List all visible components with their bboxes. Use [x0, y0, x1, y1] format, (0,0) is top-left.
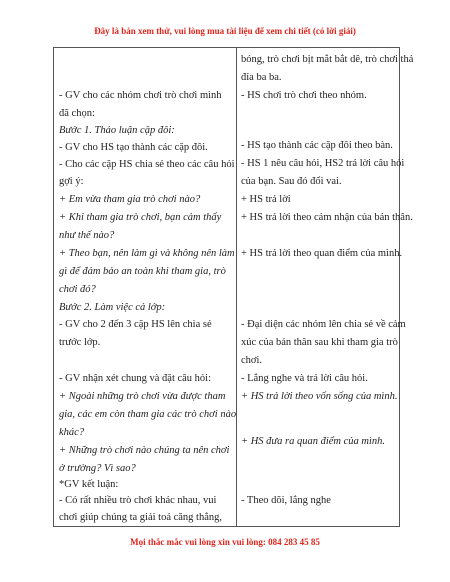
left-line: - Có rất nhiều trò chơi khác nhau, vui — [59, 495, 217, 506]
left-line: - GV nhận xét chung và đặt câu hỏi: — [59, 373, 212, 384]
left-line: - GV cho các nhóm chơi trò chơi mình — [59, 90, 222, 101]
right-line: chơi. — [241, 355, 263, 366]
left-line: đã chọn: — [59, 108, 95, 119]
left-line: - GV cho HS tạo thành các cặp đôi. — [59, 142, 208, 153]
left-line: chơi đó? — [59, 284, 96, 295]
left-line: - GV cho 2 đến 3 cặp HS lên chia sẻ — [59, 319, 212, 330]
right-line: đỉa ba ba. — [241, 72, 282, 83]
left-line: gợi ý: — [59, 176, 84, 187]
right-line: + HS trả lời theo quan điểm của mình. — [241, 248, 403, 259]
left-line: trước lớp. — [59, 337, 101, 348]
lesson-table — [53, 47, 414, 527]
right-line: - HS 1 nêu câu hỏi, HS2 trả lời câu hỏi — [241, 158, 405, 169]
right-line: - HS tạo thành các cặp đôi theo bàn. — [241, 140, 393, 151]
right-line: bóng, trò chơi bịt mắt bắt dê, trò chơi thả — [241, 54, 414, 65]
right-line: - Đại diện các nhóm lên chia sẻ về cảm — [241, 319, 406, 330]
left-line: ở trường? Vì sao? — [59, 463, 136, 474]
right-line: + HS trả lời theo vốn sống của mình. — [241, 391, 398, 402]
left-line: khác? — [59, 427, 85, 438]
left-line: Bước 2. Làm việc cả lớp: — [59, 302, 166, 313]
right-line: + HS trả lời theo cảm nhận của bản thân. — [241, 212, 413, 223]
left-line: + Em vừa tham gia trò chơi nào? — [59, 194, 201, 205]
left-line: + Ngoài những trò chơi vừa được tham — [59, 391, 226, 402]
right-line: - HS chơi trò chơi theo nhóm. — [241, 90, 367, 101]
right-line: của bạn. Sau đó đổi vai. — [241, 176, 342, 187]
column-divider — [236, 48, 237, 526]
right-line: + HS trả lời — [241, 194, 291, 205]
right-line: + HS đưa ra quan điểm của mình. — [241, 436, 386, 447]
left-line: + Khi tham gia trò chơi, bạn cảm thấy — [59, 212, 222, 223]
left-line: chơi giúp chúng ta giải toả căng thẳng, — [59, 512, 223, 523]
preview-notice-banner: Đây là bản xem thử, vui lòng mua tài liệu để xem chi tiết (có lời giải) — [94, 26, 356, 36]
left-line: Bước 1. Thảo luận cặp đôi: — [59, 125, 175, 136]
right-line: - Theo dõi, lắng nghe — [241, 495, 331, 506]
right-line: - Lắng nghe và trả lời câu hỏi. — [241, 373, 368, 384]
left-line: + Theo bạn, nên làm gì và không nên làm — [59, 248, 235, 259]
left-line: gì để đảm bảo an toàn khi tham gia, trò — [59, 266, 226, 277]
left-line: như thế nào? — [59, 230, 115, 241]
right-line: xúc của bản thân sau khi tham gia trò — [241, 337, 398, 348]
left-line: - Cho các cặp HS chia sẻ theo các câu hỏi — [59, 159, 235, 170]
left-line: gia, các em còn tham gia các trò chơi nào — [59, 409, 237, 420]
left-line: *GV kết luận: — [59, 479, 119, 490]
contact-banner: Mọi thắc mắc vui lòng xin vui lòng: 084 283 45 85 — [130, 537, 320, 547]
left-line: + Những trò chơi nào chúng ta nên chơi — [59, 445, 230, 456]
